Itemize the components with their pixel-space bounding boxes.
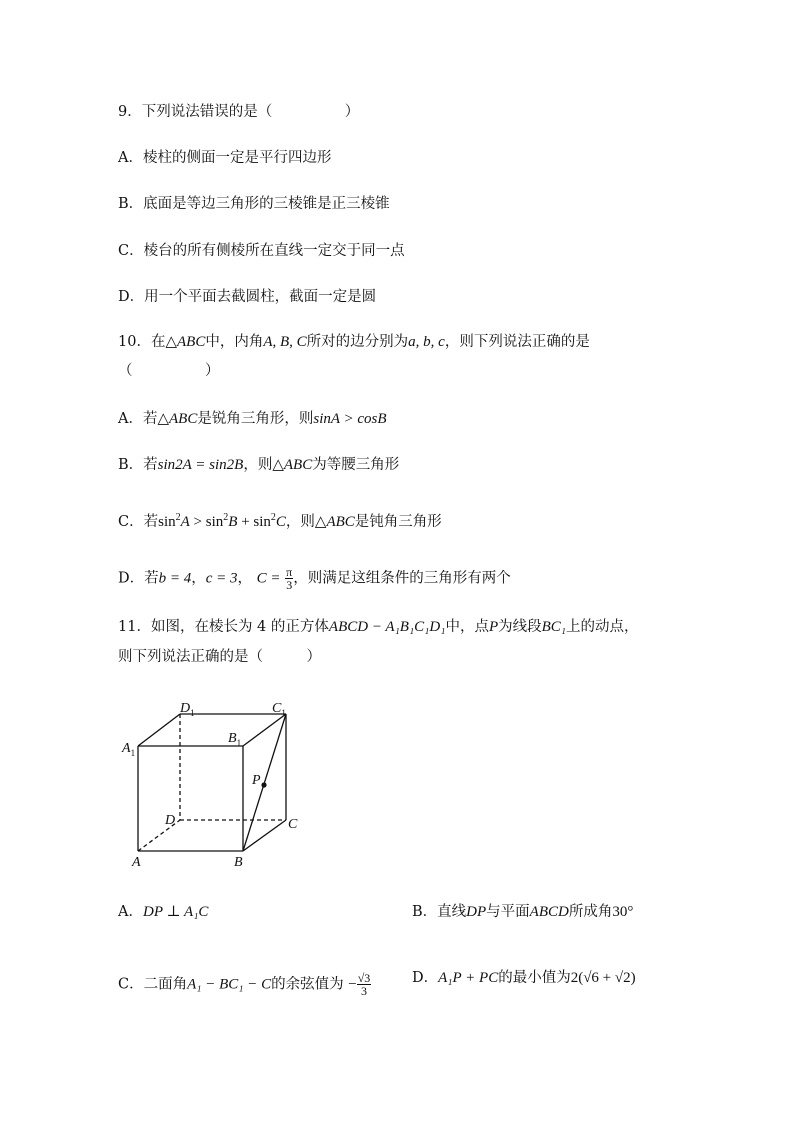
label-p: P xyxy=(252,773,261,788)
label-c: C xyxy=(288,817,298,832)
edge-b1c1 xyxy=(243,714,286,746)
point-p xyxy=(261,782,266,787)
q10-stem: 10．在△ABC中，内角A, B, C所对的边分别为a, b, c，则下列说法正确的是 xyxy=(118,334,590,350)
q11-stem-line2: 则下列说法正确的是（ ） xyxy=(118,649,321,665)
q11-option-a: A．DP ⊥ A₁C xyxy=(118,904,209,920)
label-d: D xyxy=(165,813,176,828)
q10-option-d: D．若b = 4，c = 3， C = $\frac{\pi}{3}$ ，则满足这组条件的三角形有两个 xyxy=(118,565,511,592)
q10-answer-paren: （ ） xyxy=(118,363,220,379)
neg-sqrt3-over-3-fraction: $\frac{√3}{3}$ xyxy=(357,971,371,998)
label-a: A xyxy=(132,855,141,870)
q10-option-c: C．若$\sin^2A > \sin^2B + \sin^2C$，则△ABC是钝角三角形 xyxy=(118,512,442,530)
q11-option-c: C．二面角A₁ − BC₁ − C的余弦值为 − $\frac{√3}{3}$ xyxy=(118,971,371,998)
q11-stem: 11．如图，在棱长为 4 的正方体ABCD − A₁B₁C₁D₁中，点P为线段BC₁上的动点， xyxy=(118,619,639,635)
label-c1: $C_1$ xyxy=(272,701,286,718)
label-b1: $B_1$ xyxy=(228,731,242,748)
q10-option-b: B．若sin2A = sin2B，则△ABC为等腰三角形 xyxy=(118,457,400,473)
edge-bc xyxy=(243,820,286,851)
q9-option-b: B．底面是等边三角形的三棱锥是正三棱锥 xyxy=(118,196,390,212)
label-a1: $A_1$ xyxy=(122,741,136,758)
q11-option-d: D．A₁P + PC的最小值为2(√6 + √2) xyxy=(412,970,636,986)
q10-option-a: A．若△ABC是锐角三角形，则sinA > cosB xyxy=(118,411,387,427)
cube-figure xyxy=(118,696,328,876)
q11-option-b: B．直线DP与平面ABCD所成角30° xyxy=(412,904,634,920)
label-b: B xyxy=(234,855,243,870)
q9-option-d: D．用一个平面去截圆柱，截面一定是圆 xyxy=(118,289,377,305)
edge-a1d1 xyxy=(138,714,180,746)
q9-option-c: C．棱台的所有侧棱所在直线一定交于同一点 xyxy=(118,243,405,259)
q9-stem: 9．下列说法错误的是（ ） xyxy=(118,104,360,120)
q9-option-a: A．棱柱的侧面一定是平行四边形 xyxy=(118,150,332,166)
label-d1: $D_1$ xyxy=(180,701,195,718)
pi-over-3-fraction: $\frac{\pi}{3}$ xyxy=(286,565,293,592)
